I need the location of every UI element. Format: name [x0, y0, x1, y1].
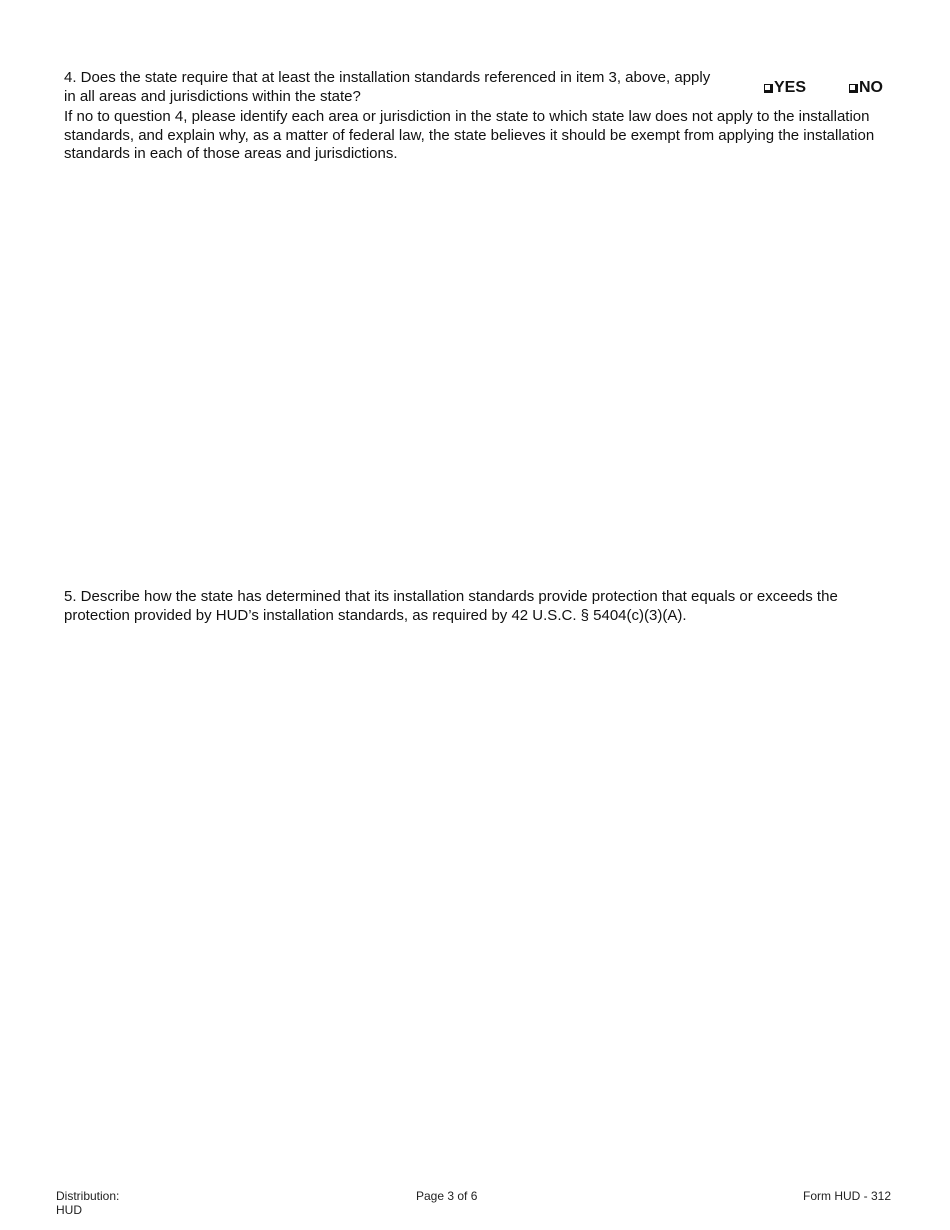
question-5-text: 5. Describe how the state has determined that its installation standards provide protection that equals or exceeds the protection provided by HUD’s installation standards, as required by 42 U.S.C. § 5404(c)(3)(A). [64, 588, 838, 624]
no-checkbox-icon[interactable] [849, 84, 858, 93]
no-option[interactable] [849, 79, 883, 97]
yes-option[interactable] [764, 79, 806, 97]
page-number: Page 3 of 6 [416, 1189, 478, 1203]
question-4-text: 4. Does the state require that at least the installation standards referenced in item 3, above, apply in all areas and jurisdictions within the state? [64, 69, 711, 105]
question-4-answer-area[interactable] [64, 168, 894, 573]
form-number: Form HUD - 312 [803, 1189, 892, 1203]
no-label: NO [859, 79, 883, 96]
question-5-answer-area[interactable] [64, 632, 894, 1172]
yes-label: YES [774, 79, 807, 96]
question-4-followup: If no to question 4, please identify each area or jurisdiction in the state to which state law does not apply to the installation standards, and explain why, as a matter of federal law, the state believes it should be exempt from applying the installation standards in each of those areas and jurisdictions. [64, 108, 875, 162]
yes-checkbox-icon[interactable] [764, 84, 773, 93]
distribution-label: Distribution: [56, 1189, 120, 1203]
footer-distribution [56, 1189, 119, 1217]
distribution-value: HUD [56, 1203, 82, 1217]
